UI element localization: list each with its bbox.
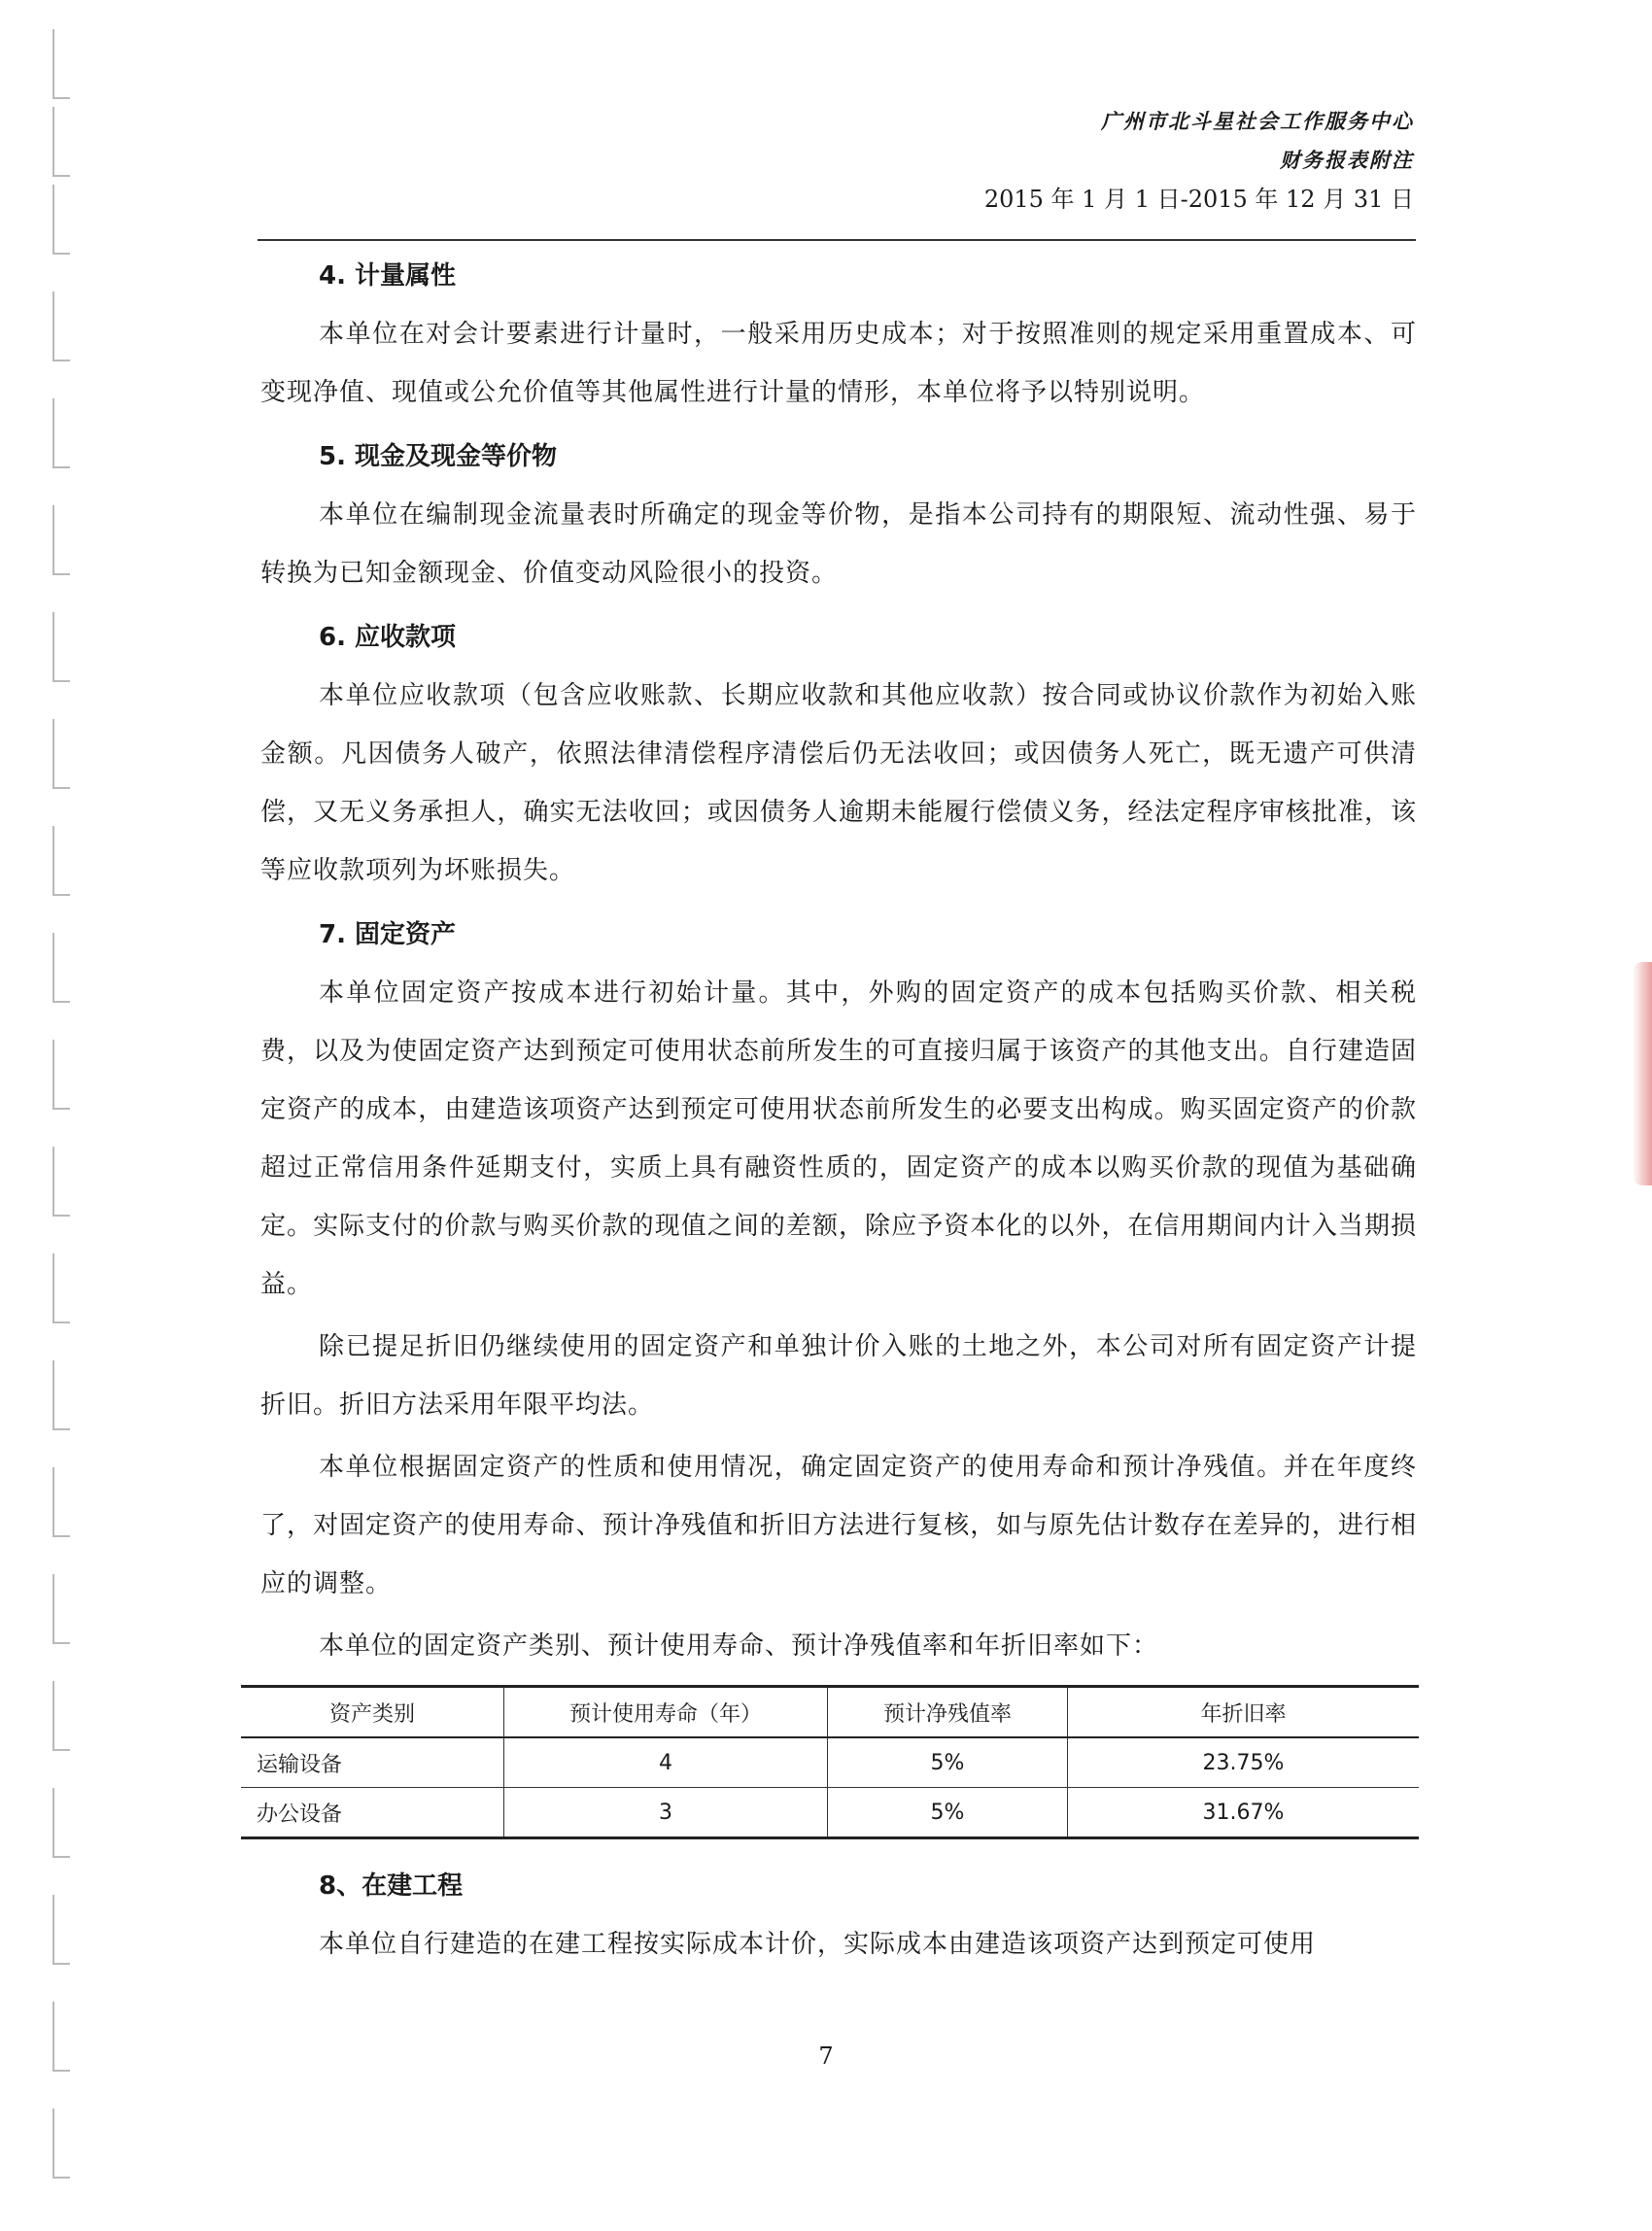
table-cell: 运输设备 [241, 1737, 504, 1788]
binding-mark [52, 1253, 70, 1323]
table-header-cell: 预计净残值率 [828, 1687, 1068, 1738]
table-row [241, 1737, 1419, 1788]
page-header [637, 102, 1414, 219]
paragraph: 本单位在编制现金流量表时所确定的现金等价物，是指本公司持有的期限短、流动性强、易于转换为已知金额现金、价值变动风险很小的投资。 [260, 500, 1417, 588]
table-row [241, 1788, 1419, 1838]
binding-mark [52, 826, 70, 896]
binding-mark [52, 1788, 70, 1858]
paragraph: 本单位根据固定资产的性质和使用情况，确定固定资产的使用寿命和预计净残值。并在年度终了，对固定资产的使用寿命、预计净残值和折旧方法进行复核，如与原先估计数存在差异的，进行相应的调整。 [260, 1453, 1417, 1598]
paragraph: 本单位在对会计要素进行计量时，一般采用历史成本；对于按照准则的规定采用重置成本、可变现净值、现值或公允价值等其他属性进行计量的情形，本单位将予以特别说明。 [260, 320, 1417, 407]
report-period: 2015 年 1 月 1 日-2015 年 12 月 31 日 [983, 186, 1414, 213]
table-cell: 办公设备 [241, 1788, 504, 1838]
binding-mark [52, 719, 70, 789]
depreciation-table [241, 1685, 1419, 1839]
table-cell: 5% [828, 1788, 1068, 1838]
table-header-cell: 预计使用寿命（年） [504, 1687, 828, 1738]
table-header-cell: 年折旧率 [1068, 1687, 1420, 1738]
table-cell: 5% [828, 1737, 1068, 1788]
paragraph: 本单位固定资产按成本进行初始计量。其中，外购的固定资产的成本包括购买价款、相关税费，以及为使固定资产达到预定可使用状态前所发生的可直接归属于该资产的其他支出。自行建造固定资产的成本，由建造该项资产达到预定可使用状态前所发生的必要支出构成。购买固定资产的价款超过正常信用条件延期支付，实质上具有融资性质的，固定资产的成本以购买价款的现值为基础确定。实际支付的价款与购买价款的现值之间的差额，除应予资本化的以外，在信用期间内计入当期损益。 [260, 978, 1417, 1299]
section-measurement [260, 255, 1417, 422]
section-fixed-assets [257, 913, 1417, 1839]
red-stamp-edge [1633, 962, 1652, 1185]
table-header-cell: 资产类别 [241, 1687, 504, 1738]
section-heading: 5. 现金及现金等价物 [319, 442, 558, 471]
section-cash [260, 435, 1417, 602]
binding-mark [52, 2109, 70, 2179]
binding-mark [52, 1895, 70, 1965]
table-cell: 31.67% [1068, 1788, 1420, 1838]
main-content [257, 255, 1417, 1974]
binding-mark [52, 1681, 70, 1751]
paragraph: 除已提足折旧仍继续使用的固定资产和单独计价入账的土地之外，本公司对所有固定资产计提折旧。折旧方法采用年限平均法。 [260, 1332, 1417, 1420]
org-name: 广州市北斗星社会工作服务中心 [1101, 110, 1414, 133]
binding-mark [52, 398, 70, 468]
binding-mark [52, 185, 70, 255]
section-receivables [260, 616, 1417, 900]
page-number: 7 [818, 2042, 834, 2070]
binding-mark [52, 1467, 70, 1537]
binding-mark [52, 1147, 70, 1217]
table-cell: 3 [504, 1788, 828, 1838]
binding-mark [52, 505, 70, 575]
section-construction [260, 1865, 1417, 1974]
binding-mark [52, 1574, 70, 1644]
table-header-row [241, 1687, 1419, 1738]
binding-mark [52, 29, 70, 99]
section-heading: 6. 应收款项 [319, 623, 457, 652]
doc-title: 财务报表附注 [1280, 149, 1414, 172]
binding-mark [52, 1040, 70, 1110]
binding-mark [52, 1360, 70, 1430]
binding-mark [52, 107, 70, 177]
section-heading: 4. 计量属性 [319, 261, 457, 291]
section-heading: 7. 固定资产 [319, 920, 457, 949]
table-cell: 4 [504, 1737, 828, 1788]
paragraph: 本单位应收款项（包含应收账款、长期应收款和其他应收款）按合同或协议价款作为初始入账金额。凡因债务人破产，依照法律清偿程序清偿后仍无法收回；或因债务人死亡，既无遗产可供清偿，又无义务承担人，确实无法收回；或因债务人逾期未能履行偿债义务，经法定程序审核批准，该等应收款项列为坏账损失。 [260, 681, 1417, 885]
paragraph: 本单位自行建造的在建工程按实际成本计价，实际成本由建造该项资产达到预定可使用 [319, 1930, 1317, 1959]
header-rule [258, 239, 1416, 241]
table-cell: 23.75% [1068, 1737, 1420, 1788]
binding-mark [52, 612, 70, 682]
binding-mark [52, 292, 70, 361]
binding-marks [37, 0, 76, 2231]
paragraph: 本单位的固定资产类别、预计使用寿命、预计净残值率和年折旧率如下： [319, 1631, 1159, 1661]
binding-mark [52, 933, 70, 1003]
section-heading: 8、在建工程 [319, 1871, 464, 1901]
